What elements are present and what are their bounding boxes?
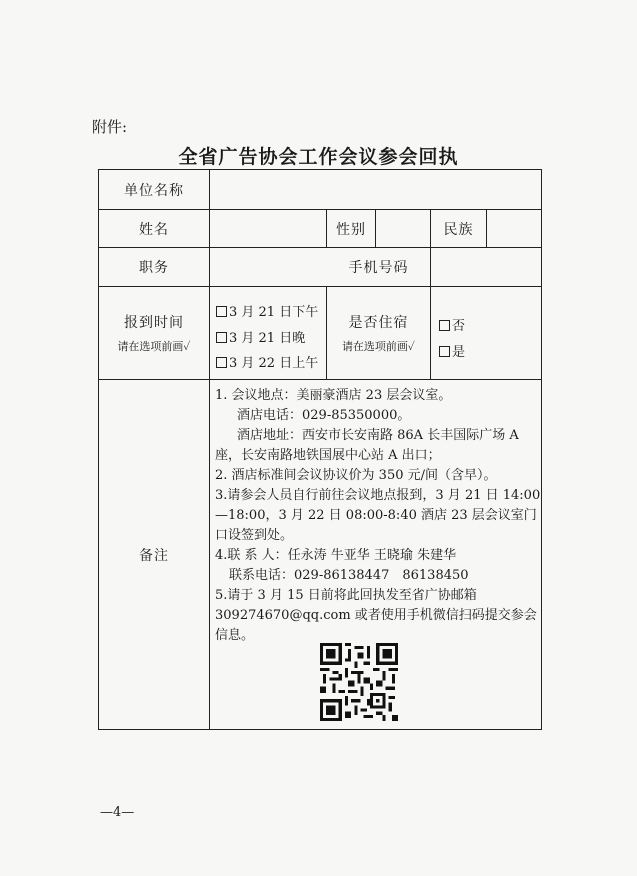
remarks-line: 酒店地址：西安市长安南路 86A 长丰国际广场 A 座，长安南路地铁国展中心站 A 出口； bbox=[215, 428, 519, 463]
unit-name-field[interactable] bbox=[210, 170, 541, 209]
form-title: 全省广告协会工作会议参会回执 bbox=[178, 146, 459, 168]
lodging-label: 是否住宿 bbox=[348, 315, 409, 331]
ethnicity-label: 民族 bbox=[443, 221, 474, 238]
remarks-label: 备注 bbox=[139, 547, 169, 564]
checkin-option-3[interactable]: 3 月 22 日上午 bbox=[216, 352, 318, 371]
checkin-option-1[interactable]: 3 月 21 日下午 bbox=[216, 301, 318, 320]
remarks-line: 4.联 系 人：任永涛 牛亚华 王晓瑜 朱建华 bbox=[215, 548, 457, 563]
checkin-time-label: 报到时间 bbox=[124, 315, 184, 331]
checkin-time-cell bbox=[99, 287, 209, 379]
checkbox-icon[interactable] bbox=[216, 306, 227, 317]
checkin-option-2[interactable]: 3 月 21 日晚 bbox=[216, 327, 305, 346]
name-field[interactable] bbox=[210, 210, 326, 247]
checkbox-icon[interactable] bbox=[216, 357, 227, 368]
remarks-line: 1. 会议地点：美丽豪酒店 23 层会议室。 bbox=[215, 388, 452, 403]
checkbox-icon[interactable] bbox=[439, 346, 450, 357]
checkbox-icon[interactable] bbox=[439, 320, 450, 331]
page-number: —4— bbox=[100, 805, 135, 820]
ethnicity-field[interactable] bbox=[487, 210, 541, 247]
name-label: 姓名 bbox=[139, 221, 169, 238]
gender-label: 性别 bbox=[336, 221, 366, 238]
lodging-option-yes[interactable]: 是 bbox=[439, 341, 465, 360]
lodging-option-no[interactable]: 否 bbox=[439, 315, 465, 334]
checkin-hint: 请在选项前画✓ bbox=[117, 340, 191, 353]
gender-field[interactable] bbox=[376, 210, 430, 247]
lodging-hint: 请在选项前画✓ bbox=[341, 340, 416, 353]
position-field[interactable] bbox=[210, 248, 326, 286]
reply-form-table bbox=[98, 169, 542, 730]
checkbox-icon[interactable] bbox=[216, 332, 227, 343]
position-label: 职务 bbox=[139, 260, 169, 276]
attachment-label: 附件: bbox=[92, 118, 128, 136]
remarks-line: 3.请参会人员自行前往会议地点报到，3 月 21 日 14:00—18:00，3 月 22 日 08:00-8:40 酒店 23 层会议室门口设签到处。 bbox=[215, 488, 541, 543]
unit-name-label: 单位名称 bbox=[124, 182, 184, 199]
remarks-line: 联系电话：029-86138447 86138450 bbox=[229, 568, 469, 583]
remarks-line: 5.请于 3 月 15 日前将此回执发至省广协邮箱 309274670@qq.com 或者使用手机微信扫码提交参会信息。 bbox=[215, 588, 537, 643]
remarks-line: 2. 酒店标准间会议协议价为 350 元/间（含早）。 bbox=[215, 468, 497, 483]
remarks-content bbox=[215, 386, 541, 646]
qr-code-icon[interactable] bbox=[320, 643, 398, 721]
phone-label: 手机号码 bbox=[348, 260, 409, 276]
phone-field[interactable] bbox=[431, 248, 541, 286]
remarks-line: 酒店电话：029-85350000。 bbox=[237, 408, 411, 423]
lodging-cell bbox=[327, 287, 430, 379]
